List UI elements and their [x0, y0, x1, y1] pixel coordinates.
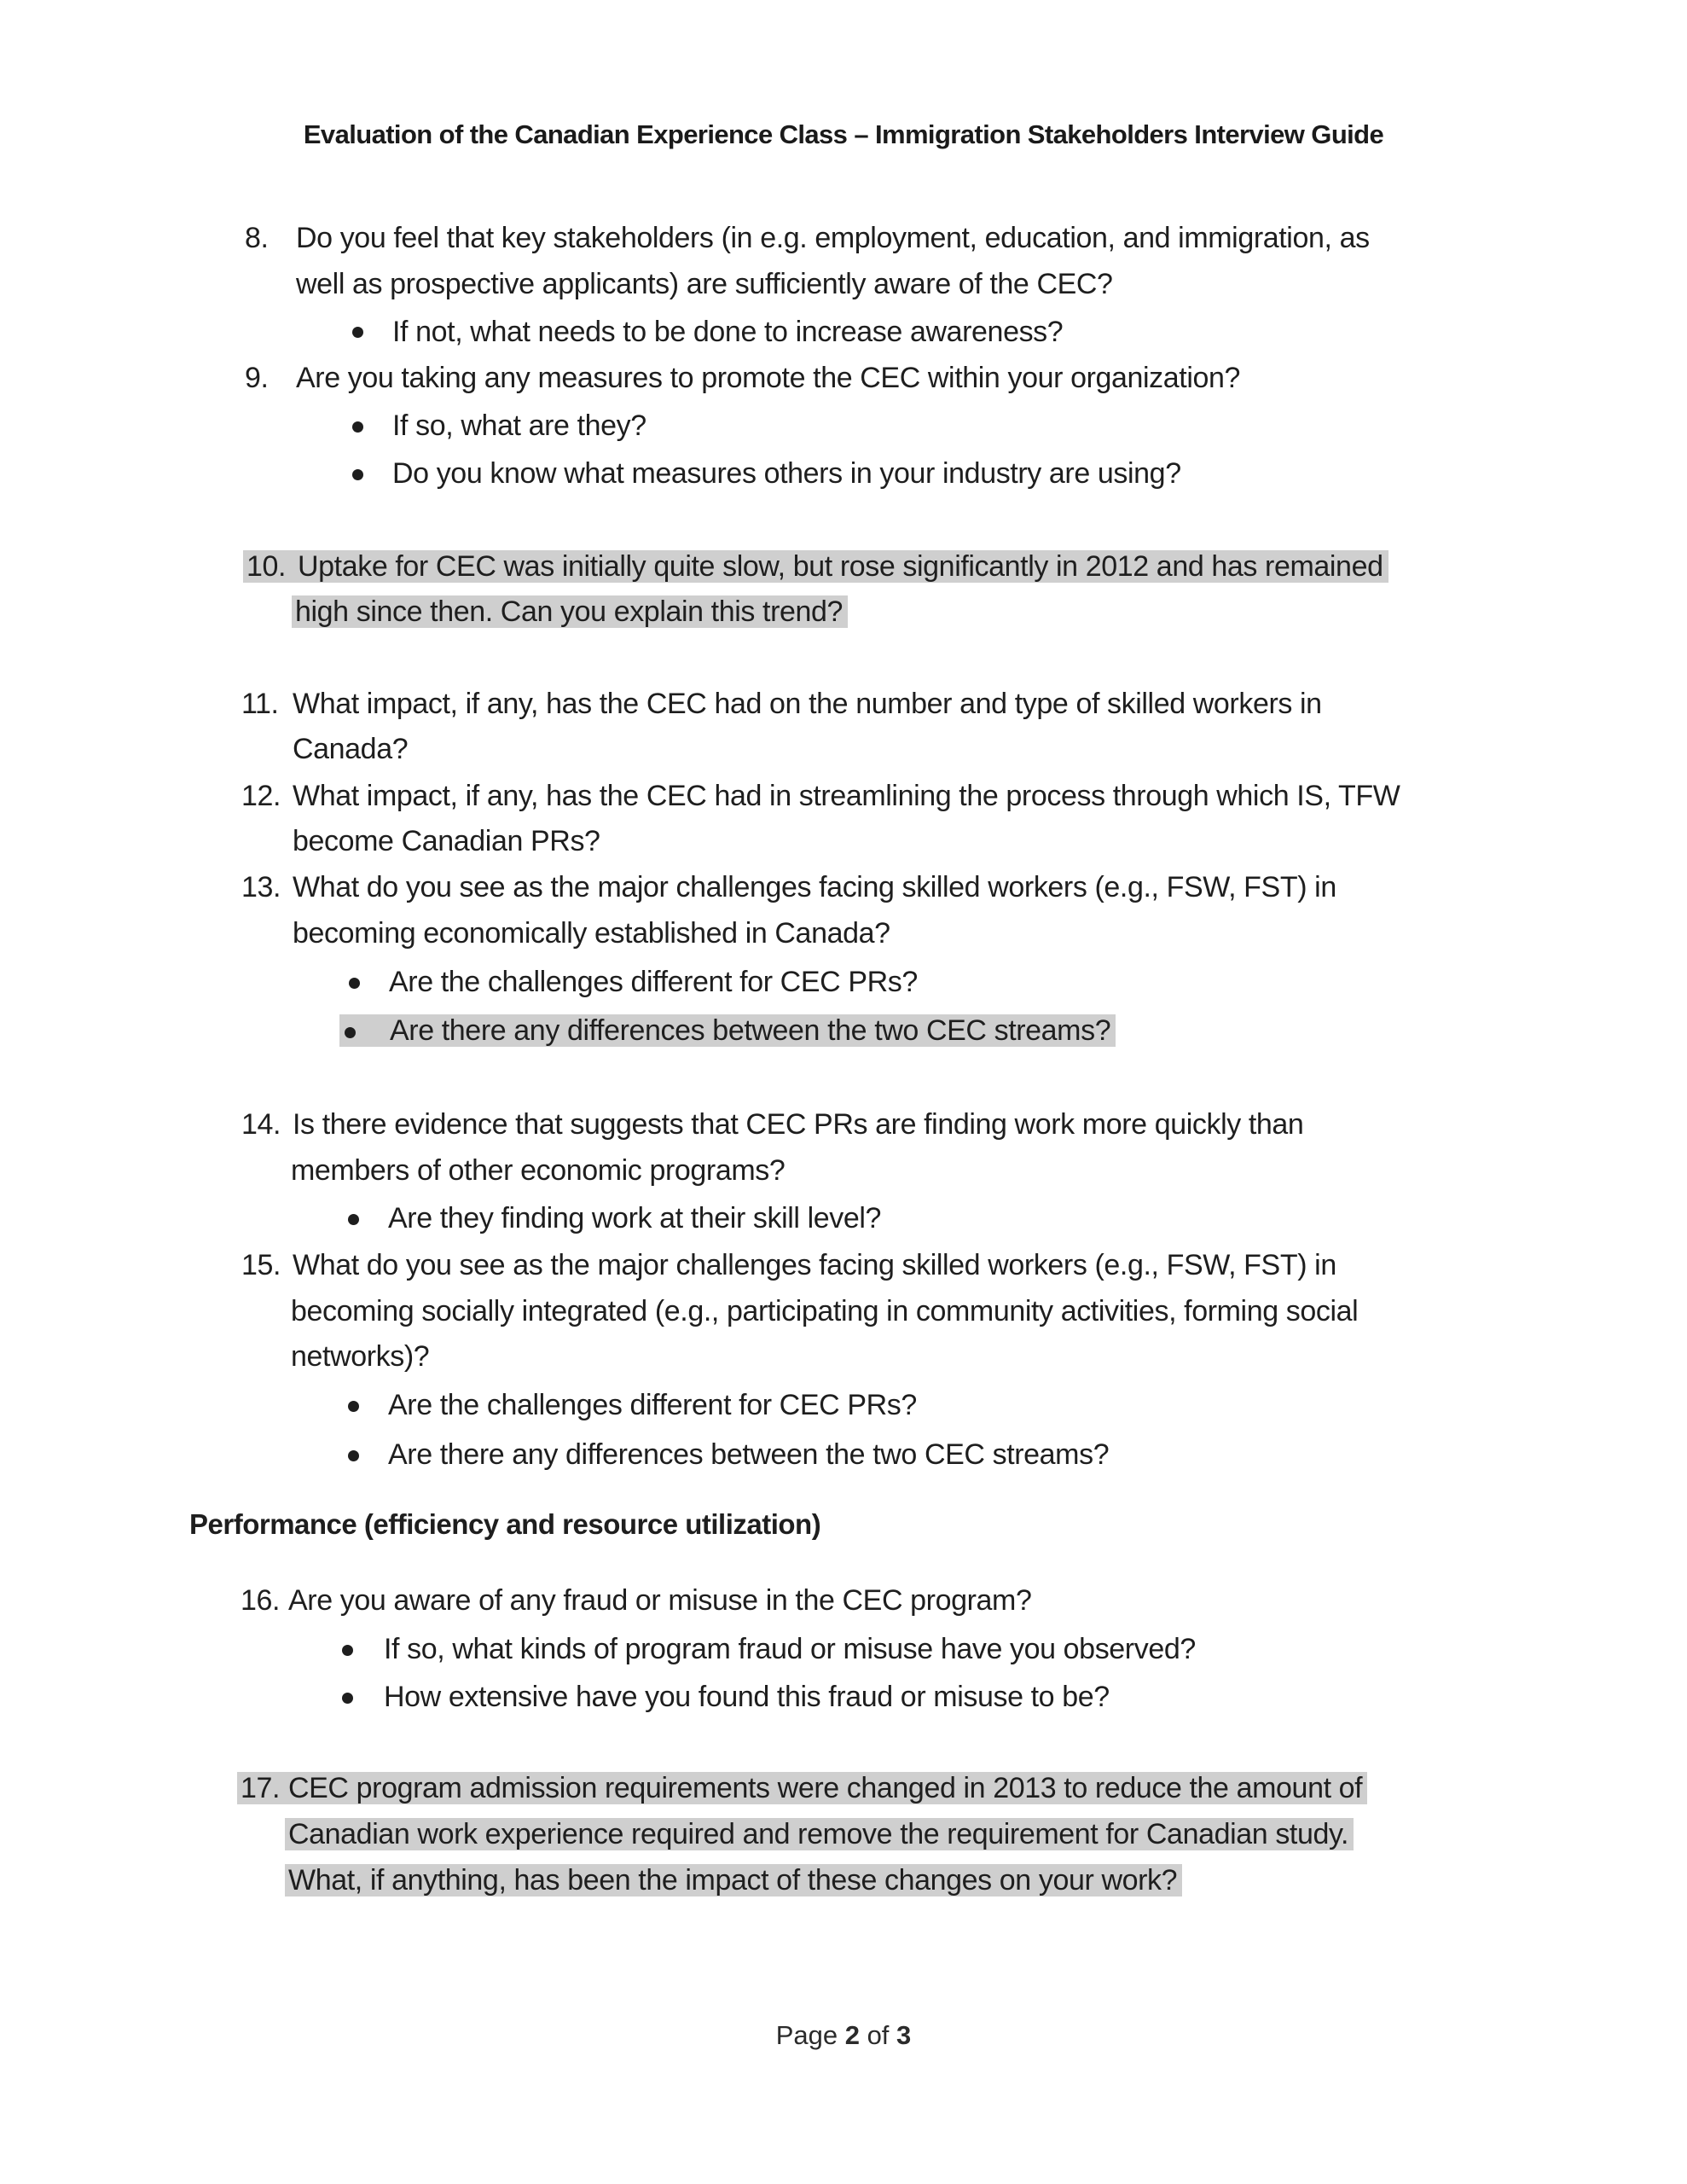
question-15-line-2: becoming socially integrated (e.g., participating in community activities, forming social [291, 1295, 1359, 1327]
page-number: Page 2 of 3 [775, 2020, 912, 2050]
question-17-line-3 [285, 1861, 1182, 1900]
bullet-icon [349, 978, 360, 989]
highlight: Canadian work experience required and remove the requirement for Canadian study. [285, 1818, 1354, 1850]
question-15-bullet-2: Are there any differences between the two CEC streams? [388, 1438, 1110, 1471]
question-8-line-2: well as prospective applicants) are sufficiently aware of the CEC? [296, 268, 1113, 300]
question-10-line-1 [243, 547, 1388, 586]
question-13-bullet-1: Are the challenges different for CEC PRs? [389, 966, 918, 998]
highlight: high since then. Can you explain this trend? [292, 595, 848, 628]
highlight: 10. Uptake for CEC was initially quite slow, but rose significantly in 2012 and has remained [243, 550, 1388, 583]
question-15-bullet-1: Are the challenges different for CEC PRs? [388, 1389, 917, 1421]
bullet-icon [342, 1693, 353, 1704]
question-12-line-1: 12. What impact, if any, has the CEC had in streamlining the process through which IS, TFW [241, 780, 1400, 812]
question-9-bullet-1: If so, what are they? [392, 410, 646, 442]
document-header: Evaluation of the Canadian Experience Class – Immigration Stakeholders Interview Guide [303, 119, 1384, 149]
question-16-bullet-2: How extensive have you found this fraud or misuse to be? [384, 1681, 1110, 1713]
question-14-bullet-1: Are they finding work at their skill level? [388, 1202, 882, 1234]
question-11-line-1: 11. What impact, if any, has the CEC had on the number and type of skilled workers in [241, 688, 1322, 720]
bullet-icon [348, 1450, 359, 1461]
question-16-line-1: 16. Are you aware of any fraud or misuse in the CEC program? [241, 1584, 1032, 1617]
question-11-line-2: Canada? [293, 733, 409, 765]
section-title: Performance (efficiency and resource utilization) [189, 1508, 821, 1540]
question-13-line-2: becoming economically established in Canada? [293, 917, 890, 950]
question-16-bullet-1: If so, what kinds of program fraud or misuse have you observed? [384, 1633, 1196, 1665]
bullet-icon [352, 327, 363, 338]
question-17-line-2 [285, 1815, 1354, 1854]
bullet-icon [342, 1645, 353, 1656]
question-13-bullet-2 [339, 1011, 1116, 1050]
bullet-icon [345, 1027, 356, 1038]
question-14-line-2: members of other economic programs? [291, 1154, 786, 1187]
highlight: 17. CEC program admission requirements were changed in 2013 to reduce the amount of [237, 1772, 1367, 1804]
question-10-line-2 [292, 592, 848, 631]
bullet-icon [352, 469, 363, 480]
question-8-line-1: 8. Do you feel that key stakeholders (in e.g. employment, education, and immigration, as [245, 222, 1370, 254]
question-12-line-2: become Canadian PRs? [293, 825, 600, 857]
question-14-line-1: 14. Is there evidence that suggests that CEC PRs are finding work more quickly than [241, 1108, 1304, 1141]
question-13-line-1: 13. What do you see as the major challenges facing skilled workers (e.g., FSW, FST) in [241, 871, 1336, 903]
bullet-icon [348, 1401, 359, 1412]
bullet-icon [352, 421, 363, 433]
bullet-icon [348, 1214, 359, 1225]
question-8-bullet-1: If not, what needs to be done to increase awareness? [392, 316, 1064, 348]
question-9-bullet-2: Do you know what measures others in your industry are using? [392, 457, 1181, 490]
question-15-line-1: 15. What do you see as the major challenges facing skilled workers (e.g., FSW, FST) in [241, 1249, 1336, 1281]
highlight: Are there any differences between the two CEC streams? [339, 1014, 1116, 1047]
highlight: What, if anything, has been the impact of these changes on your work? [285, 1864, 1182, 1896]
question-9-line-1: 9. Are you taking any measures to promote the CEC within your organization? [245, 362, 1241, 394]
question-15-line-3: networks)? [291, 1340, 430, 1373]
question-17-line-1 [237, 1769, 1367, 1808]
